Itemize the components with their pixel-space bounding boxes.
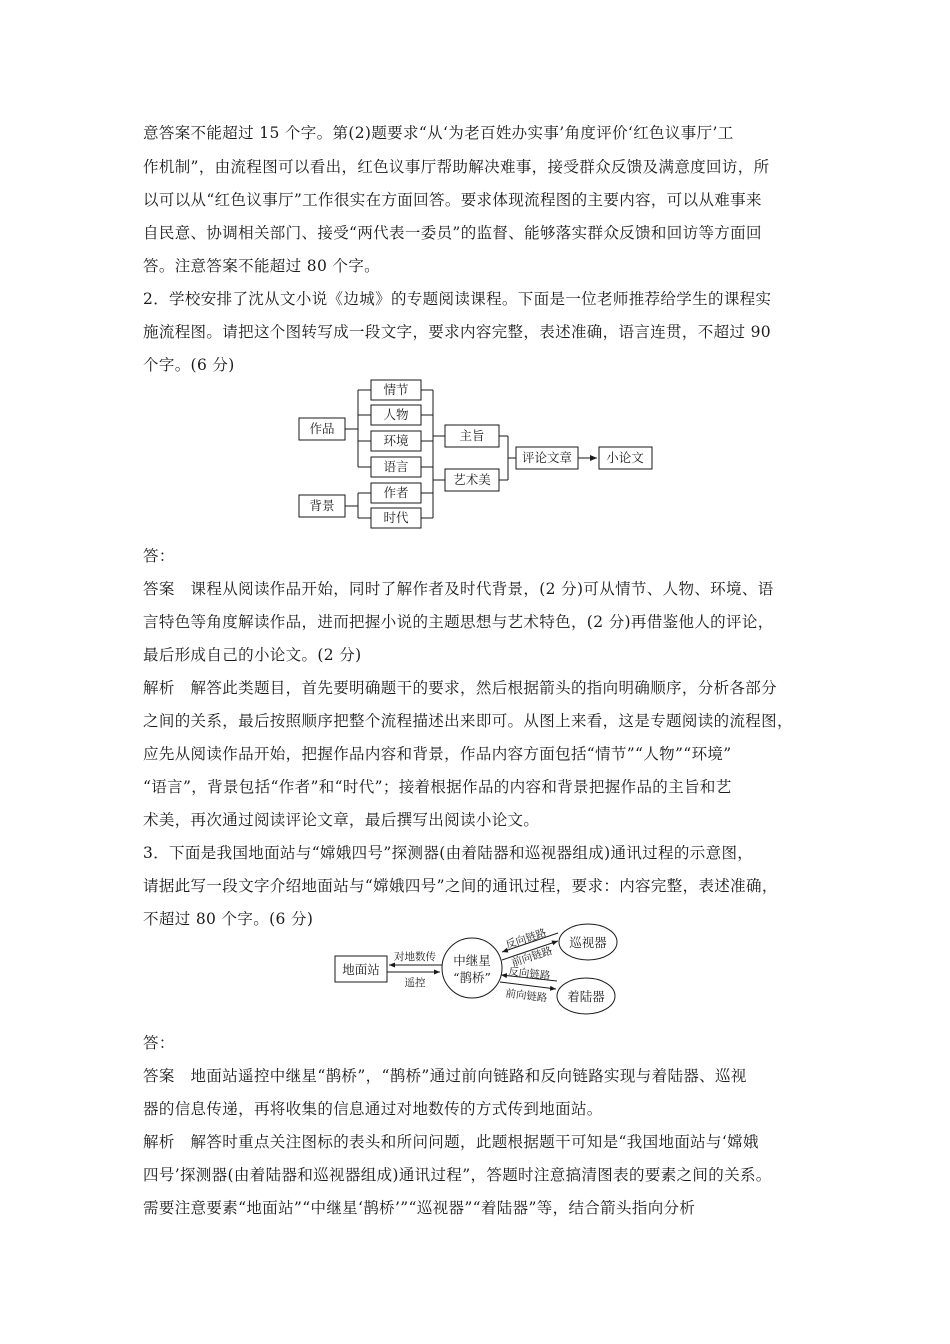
question-2-line: 2．学校安排了沈从文小说《边城》的专题阅读课程。下面是一位老师推荐给学生的课程实 (143, 290, 772, 308)
label-forward-link-lander: 前向链路 (504, 987, 548, 1005)
analysis-line: 解析 解答此类题目，首先要明确题干的要求，然后根据箭头的指向明确顺序，分析各部分 (143, 679, 778, 697)
label-lander: 着陆器 (567, 989, 605, 1004)
paragraph-line: 意答案不能超过 15 个字。第(2)题要求“从‘为老百姓办实事’角度评价‘红色议事厅’工 (143, 124, 734, 142)
answer-line: 器的信息传递，再将收集的信息通过对地数传的方式传到地面站。 (143, 1100, 603, 1118)
question-3-line: 不超过 80 个字。(6 分) (143, 910, 314, 928)
reading-course-flowchart (290, 376, 670, 536)
label-language: 语言 (383, 459, 409, 474)
question-2-line: 施流程图。请把这个图转写成一段文字，要求内容完整，表述准确，语言连贯，不超过 90 (143, 323, 772, 341)
analysis-line: 之间的关系，最后按照顺序把整个流程描述出来即可。从图上来看，这是专题阅读的流程图， (143, 712, 793, 730)
analysis-line: 解析 解答时重点关注图标的表头和所问问题，此题根据题干可知是“我国地面站与‘嫦娥 (143, 1133, 759, 1151)
paragraph-line: 答。注意答案不能超过 80 个字。 (143, 257, 381, 275)
label-environment: 环境 (383, 433, 409, 448)
answer-line: 答案 地面站遥控中继星“鹊桥”，“鹊桥”通过前向链路和反向链路实现与着陆器、巡视 (143, 1067, 747, 1085)
question-3-line: 请据此写一段文字介绍地面站与“嫦娥四号”之间的通讯过程，要求：内容完整，表述准确， (143, 877, 778, 895)
answer-line: 言特色等角度解读作品，进而把握小说的主题思想与艺术特色，(2 分)再借鉴他人的评论， (143, 613, 774, 631)
analysis-line: 需要注意要素“地面站”“中继星‘鹊桥’”“巡视器”“着陆器”等，结合箭头指向分析 (143, 1199, 696, 1217)
paragraph-line: 自民意、协调相关部门、接受“两代表一委员”的监督、能够落实群众反馈和回访等方面回 (143, 224, 762, 242)
paragraph-line: 作机制”，由流程图可以看出，红色议事厅帮助解决难事，接受群众反馈及满意度回访，所 (143, 158, 770, 176)
label-plot: 情节 (383, 382, 409, 397)
paragraph-line: 以可以从“红色议事厅”工作很实在方面回答。要求体现流程图的主要内容，可以从难事来 (143, 191, 762, 209)
answer-prompt: 答： (143, 547, 175, 565)
communication-diagram (330, 920, 630, 1022)
answer-line: 答案 课程从阅读作品开始，同时了解作者及时代背景，(2 分)可从情节、人物、环境、语 (143, 580, 774, 598)
label-ground-station: 地面站 (342, 962, 380, 977)
label-telecontrol: 遥控 (404, 977, 426, 989)
label-review: 评论文章 (521, 450, 573, 465)
label-theme: 主旨 (459, 428, 485, 443)
analysis-line: 应先从阅读作品开始，把握作品内容和背景，作品内容方面包括“情节”“人物”“环境” (143, 745, 732, 763)
label-downlink: 对地数传 (394, 951, 436, 963)
analysis-line: 四号’探测器(由着陆器和巡视器组成)通讯过程”，答题时注意搞清图表的要素之间的关系。 (143, 1166, 772, 1184)
label-background: 背景 (309, 498, 335, 513)
label-relay-queqiao: “鹊桥” (453, 970, 491, 985)
label-rover: 巡视器 (569, 935, 607, 950)
label-reverse-link-rover: 反向链路 (504, 926, 548, 952)
label-era: 时代 (383, 510, 409, 525)
label-work: 作品 (309, 421, 335, 436)
label-relay-name: 中继星 (453, 953, 491, 968)
label-reverse-link-lander: 反向链路 (507, 965, 551, 983)
analysis-line: “语言”，背景包括“作者”和“时代”；接着根据作品的内容和背景把握作品的主旨和艺 (143, 778, 732, 796)
answer-prompt: 答： (143, 1034, 175, 1052)
label-art: 艺术美 (453, 472, 491, 487)
relay-satellite-circle (442, 938, 502, 998)
label-essay: 小论文 (606, 450, 644, 465)
answer-line: 最后形成自己的小论文。(2 分) (143, 646, 362, 664)
label-forward-link-rover: 前向链路 (510, 944, 554, 970)
analysis-line: 术美，再次通过阅读评论文章，最后撰写出阅读小论文。 (143, 811, 540, 829)
question-2-line: 个字。(6 分) (143, 356, 235, 374)
question-3-line: 3．下面是我国地面站与“嫦娥四号”探测器(由着陆器和巡视器组成)通讯过程的示意图， (143, 844, 754, 862)
label-character: 人物 (383, 407, 409, 422)
label-author: 作者 (383, 485, 409, 500)
